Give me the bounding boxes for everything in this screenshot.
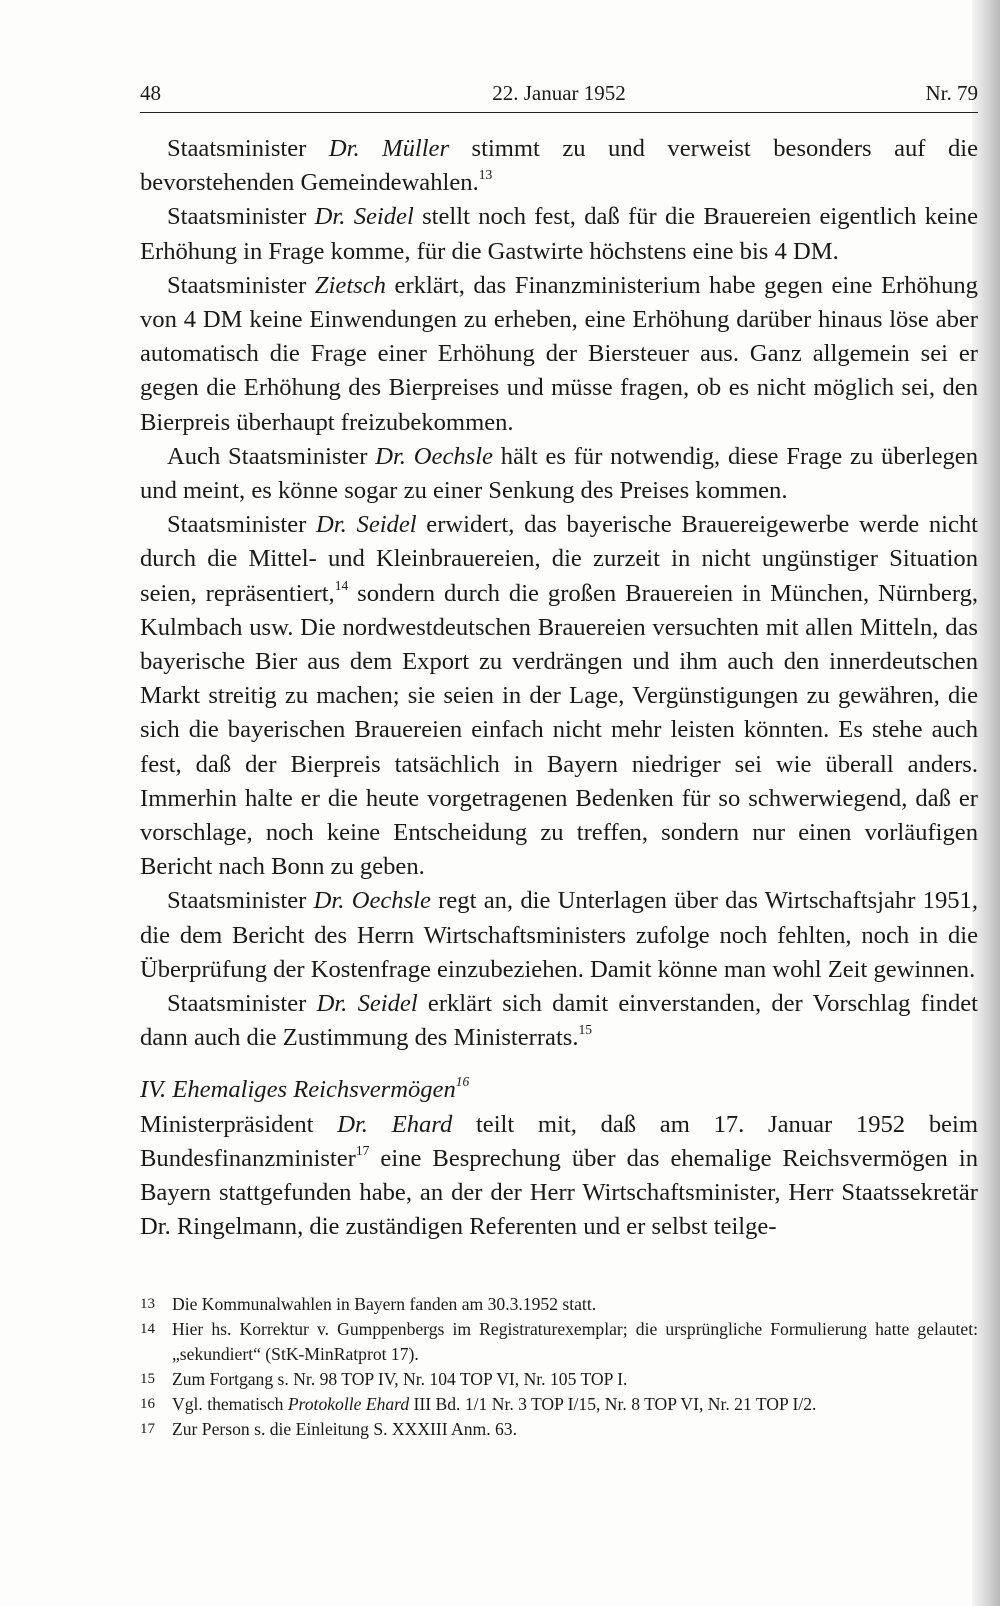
title-dr: Dr. bbox=[314, 203, 346, 231]
running-header bbox=[140, 78, 978, 108]
footnote-text: Zur Person s. die Einleitung S. XXXIII Anm. 63. bbox=[172, 1419, 518, 1439]
section-heading: IV. Ehemaliges Reichsvermögen$^{16}$ bbox=[140, 1074, 470, 1104]
footnotes bbox=[140, 1292, 978, 1442]
footnote-number: 13 bbox=[140, 1296, 155, 1312]
title-dr: Dr. bbox=[328, 135, 360, 162]
footnote bbox=[140, 1367, 978, 1392]
body-text bbox=[140, 132, 978, 1245]
footnote bbox=[140, 1417, 978, 1442]
speaker-name: Oechsle bbox=[413, 442, 493, 470]
paragraph: Staatsminister Zietsch erklärt, das Finanzministerium habe gegen eine Erhöhung von 4 DM keine Einwendungen zu erheben, eine Erhöhung darüber hinaus löse aber automatisch die Frage einer Erhöhung der Biersteuer aus. Ganz allgemein sei er gegen die Erhöhung des Bierpreises und müsse fragen, ob es nicht möglich sei, den Bierpreis überhaupt freizubekommen. bbox=[140, 271, 978, 436]
speaker-name: Ehard bbox=[391, 1110, 453, 1138]
paragraph: Staatsminister Dr. Müller stimmt zu und verweist besonders auf die bevorstehenden Gemeindewahlen.$^{13}$ bbox=[140, 135, 979, 197]
footnote bbox=[140, 1317, 978, 1367]
footnote-ref[interactable]: 14 bbox=[334, 577, 349, 593]
footnote-ref[interactable]: 16 bbox=[455, 1074, 470, 1090]
cited-work-title: Protokolle Ehard bbox=[287, 1394, 410, 1414]
speaker-name: Zietsch bbox=[314, 271, 386, 299]
paragraph: Staatsminister Dr. Seidel erwidert, das bayerische Brauereigewerbe werde nicht durch die Mittel- und Kleinbrauereien, die zurzeit in nicht ungünstiger Situation seien, repräsentiert,$^{14}$ sondern durch die großen Brauereien in München, Nürnberg, Kulmbach usw. Die nordwestdeutschen Brauereien versuchten mit allen Mitteln, das bayerische Bier aus dem Export zu verdrängen und ihm auch den innerdeutschen Markt streitig zu machen; sie seien in der Lage, Vergünstigungen zu gewähren, die sich die bayerischen Brauereien einfach nicht mehr leisten könnten. Es stehe auch fest, daß der Bierpreis tatsächlich in Bayern niedriger sei wie überall anders. Immerhin halte er die heute vorgetragenen Bedenken für so schwerwiegend, daß er vorschlage, noch keine Entscheidung zu treffen, sondern nur einen vorläufigen Bericht nach Bonn zu geben. bbox=[140, 511, 979, 881]
speaker-name: Müller bbox=[382, 135, 450, 162]
footnote-text: Hier hs. Korrektur v. Gumppenbergs im Registraturexemplar; die ursprüngliche Formulierung hatte gelautet: „sekundiert“ (StK-MinRatprot 17). bbox=[172, 1319, 978, 1364]
footnote-number: 16 bbox=[140, 1396, 155, 1412]
header-date: 22. Januar 1952 bbox=[492, 81, 626, 105]
speaker-name: Seidel bbox=[357, 990, 418, 1018]
footnote-ref[interactable]: 15 bbox=[578, 1022, 593, 1038]
title-dr: Dr. bbox=[337, 1110, 368, 1138]
footnote-number: 14 bbox=[140, 1321, 155, 1337]
paragraph: Staatsminister Dr. Seidel erklärt sich damit einverstanden, der Vorschlag findet dann auch die Zustimmung des Ministerrats.$^{15}$ bbox=[140, 990, 978, 1052]
footnote-text: Zum Fortgang s. Nr. 98 TOP IV, Nr. 104 TOP VI, Nr. 105 TOP I. bbox=[172, 1369, 628, 1389]
paragraph: Staatsminister Dr. Oechsle regt an, die Unterlagen über das Wirtschaftsjahr 1951, die dem Bericht des Herrn Wirtschaftsministers zufolge noch fehlten, noch in die Überprüfung der Kostenfrage einzubeziehen. Damit könne man wohl Zeit gewinnen. bbox=[140, 887, 979, 983]
footnote-ref[interactable]: 13 bbox=[478, 167, 493, 183]
footnote bbox=[140, 1392, 978, 1417]
footnote-ref[interactable]: 17 bbox=[355, 1143, 370, 1159]
paragraph: Ministerpräsident Dr. Ehard teilt mit, daß am 17. Januar 1952 beim Bundesfinanzminister$^{17}$ eine Besprechung über das ehemalige Reichsvermögen in Bayern stattgefunden habe, an der der Herr Wirtschaftsminister, Herr Staatssekretär Dr. Ringelmann, die zuständigen Referenten und er selbst teilge- bbox=[140, 1110, 978, 1241]
footnote-number: 15 bbox=[140, 1371, 155, 1387]
title-dr: Dr. bbox=[316, 990, 348, 1018]
title-dr: Dr. bbox=[313, 887, 345, 915]
footnote-text: Die Kommunalwahlen in Bayern fanden am 30.3.1952 statt. bbox=[172, 1294, 597, 1314]
title-dr: Dr. bbox=[316, 511, 347, 539]
document-number: Nr. 79 bbox=[925, 81, 978, 105]
title-dr: Dr. bbox=[375, 442, 406, 470]
paragraph: Staatsminister Dr. Seidel stellt noch fest, daß für die Brauereien eigentlich keine Erhöhung in Frage komme, für die Gastwirte höchstens eine bis 4 DM. bbox=[140, 203, 978, 265]
header-rule bbox=[140, 112, 978, 113]
footnote bbox=[140, 1292, 978, 1317]
page-number: 48 bbox=[140, 81, 161, 105]
speaker-name: Seidel bbox=[353, 203, 414, 231]
footnote-number: 17 bbox=[140, 1421, 155, 1437]
speaker-name: Seidel bbox=[356, 511, 417, 539]
paragraph: Auch Staatsminister Dr. Oechsle hält es für notwendig, diese Frage zu überlegen und meint, es könne sogar zu einer Senkung des Preises kommen. bbox=[140, 442, 979, 505]
footnote-text: Vgl. thematisch Protokolle Ehard III Bd. 1/1 Nr. 3 TOP I/15, Nr. 8 TOP VI, Nr. 21 TOP I/2. bbox=[172, 1394, 817, 1414]
speaker-name: Oechsle bbox=[351, 887, 431, 915]
